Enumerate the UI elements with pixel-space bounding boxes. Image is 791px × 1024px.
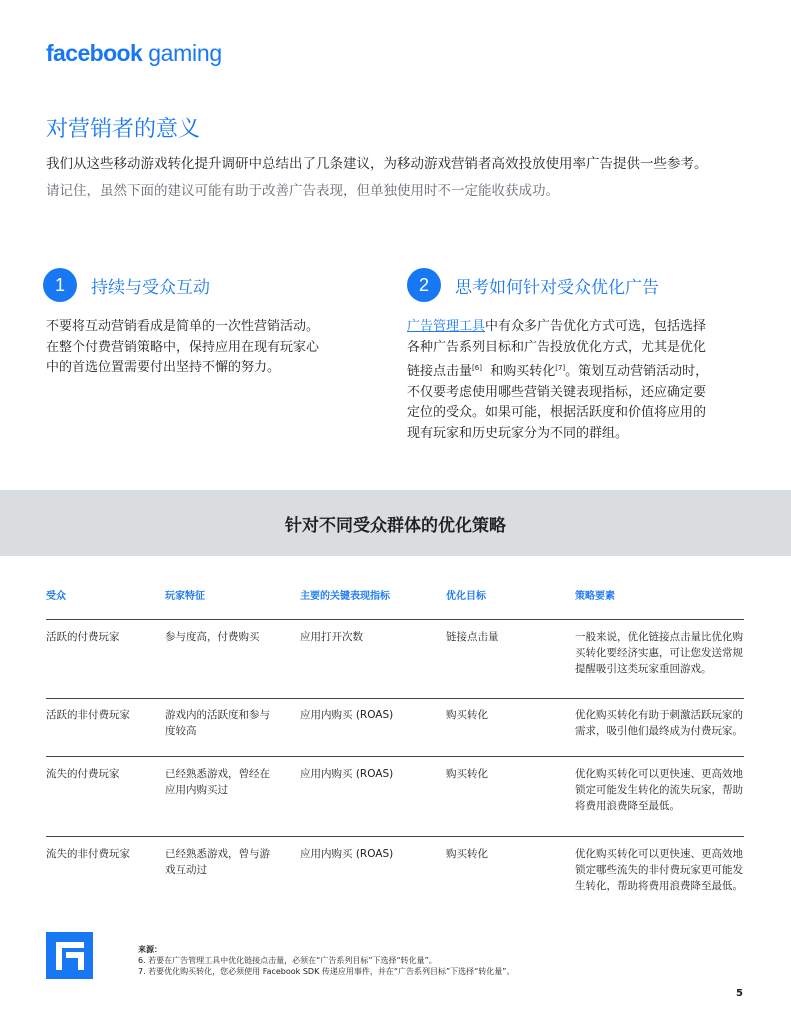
cell-goal: 购买转化 [446, 768, 488, 780]
table-divider [46, 756, 744, 757]
section-body [46, 317, 356, 379]
cell-line: 已经熟悉游戏，曾经在 [165, 768, 270, 780]
footnote-7: 7. 若要优化购买转化，您必须使用 Facebook SDK 传递应用事件，并在“广告系列目标”下选择“转化量”。 [138, 967, 515, 976]
section-body-text: 。策划互动营销活动时， [565, 364, 709, 379]
section-body-line: 各种广告系列目标和广告投放优化方式，尤其是优化 [407, 339, 707, 355]
footnote-6: 6. 若要在广告管理工具中优化链接点击量，必须在“广告系列目标”下选择“转化量”。 [138, 956, 437, 965]
section-body-line: 中的首选位置需要付出坚持不懈的努力。 [46, 360, 281, 375]
ads-manager-link[interactable]: 广告管理工具 [407, 319, 486, 334]
cell-line: 锁定可能发生转化的流失玩家，帮助 [575, 784, 743, 796]
section-heading: 思考如何针对受众优化广告 [455, 278, 659, 298]
section-number-badge: 1 [43, 268, 77, 302]
cell-traits [165, 846, 270, 878]
cell-line: 将费用浪费降至最低。 [575, 800, 680, 812]
column-header-audience: 受众 [46, 591, 66, 602]
cell-audience: 活跃的付费玩家 [46, 631, 120, 643]
facebook-gaming-icon [46, 932, 93, 979]
cell-strategy [575, 766, 743, 814]
cell-line: 应用内购买过 [165, 784, 228, 796]
table-title: 针对不同受众群体的优化策略 [285, 515, 506, 536]
sources-heading: 来源： [138, 945, 162, 954]
cell-kpi: 应用内购买 (ROAS) [300, 848, 394, 860]
footnote-ref-6[interactable]: [6] [472, 364, 482, 372]
column-header-strategy: 策略要素 [575, 591, 615, 602]
cell-audience: 流失的付费玩家 [46, 768, 120, 780]
cell-line: 锁定哪些流失的非付费玩家更可能发 [575, 864, 743, 876]
section-body-line: 不仅要考虑使用哪些营销关键表现指标，还应确定要 [407, 384, 707, 400]
cell-goal: 链接点击量 [446, 631, 499, 643]
facebook-gaming-logo [46, 40, 222, 72]
section-body-text: 中有众多广告优化方式可选，包括选择 [485, 319, 707, 334]
cell-traits [165, 629, 260, 645]
cell-kpi: 应用打开次数 [300, 631, 363, 643]
cell-line: 优化购买转化有助于刺激活跃玩家的 [575, 709, 743, 721]
cell-line: 游戏内的活跃度和参与 [165, 709, 270, 721]
section-body-line: 不要将互动营销看成是简单的一次性营销活动。 [46, 319, 320, 334]
cell-kpi: 应用内购买 (ROAS) [300, 768, 394, 780]
cell-traits [165, 707, 270, 739]
page-number: 5 [736, 988, 743, 999]
cell-line: 需求，吸引他们最终成为付费玩家。 [575, 725, 743, 737]
cell-traits [165, 766, 270, 798]
table-divider [46, 619, 744, 620]
section-body [407, 317, 737, 444]
cell-line: 一般来说，优化链接点击量比优化购 [575, 631, 743, 643]
section-body-text: 和购买转化 [490, 364, 556, 379]
cell-strategy [575, 846, 743, 894]
cell-line: 生转化，帮助将费用浪费降至最低。 [575, 880, 743, 892]
column-header-kpi: 主要的关键表现指标 [300, 591, 390, 602]
cell-goal: 购买转化 [446, 709, 488, 721]
table-divider [46, 698, 744, 699]
intro-note: 请记住，虽然下面的建议可能有助于改善广告表现，但单独使用时不一定能收获成功。 [46, 183, 559, 199]
section-number-badge: 2 [407, 268, 441, 302]
section-body-line: 在整个付费营销策略中，保持应用在现有玩家心 [46, 339, 320, 355]
cell-line: 提醒吸引这类玩家重回游戏。 [575, 663, 712, 675]
cell-audience: 活跃的非付费玩家 [46, 709, 130, 721]
section-body-text: 链接点击量 [407, 364, 473, 379]
cell-line: 优化购买转化可以更快速、更高效地 [575, 768, 743, 780]
cell-audience: 流失的非付费玩家 [46, 848, 130, 860]
cell-strategy [575, 707, 743, 739]
section-body-line: 定位的受众。如果可能，根据活跃度和价值将应用的 [407, 405, 707, 420]
logo-brand: facebook [46, 40, 143, 66]
footnote-ref-7[interactable]: [7] [555, 364, 566, 372]
section-body-line: 现有玩家和历史玩家分为不同的群组。 [407, 425, 629, 441]
table-divider [46, 836, 744, 837]
intro-paragraph: 我们从这些移动游戏转化提升调研中总结出了几条建议，为移动游戏营销者高效投放使用率广告提供一些参考。 [46, 156, 708, 172]
cell-line: 度较高 [165, 725, 197, 737]
cell-line: 参与度高，付费购买 [165, 631, 260, 643]
page-title: 对营销者的意义 [46, 117, 201, 142]
table-title-band [0, 490, 791, 556]
section-body-line [407, 317, 737, 338]
section-body-line [407, 358, 737, 383]
cell-line: 戏互动过 [165, 864, 207, 876]
cell-kpi: 应用内购买 (ROAS) [300, 709, 394, 721]
column-header-traits: 玩家特征 [165, 591, 205, 602]
cell-strategy [575, 629, 743, 677]
section-heading: 持续与受众互动 [91, 278, 210, 298]
cell-line: 买转化要经济实惠，可让您发送常规 [575, 647, 743, 659]
logo-product: gaming [148, 40, 222, 66]
cell-goal: 购买转化 [446, 848, 488, 860]
cell-line: 优化购买转化可以更快速、更高效地 [575, 848, 743, 860]
column-header-goal: 优化目标 [446, 591, 486, 602]
sources-footnotes [138, 944, 514, 977]
cell-line: 已经熟悉游戏，曾与游 [165, 848, 270, 860]
